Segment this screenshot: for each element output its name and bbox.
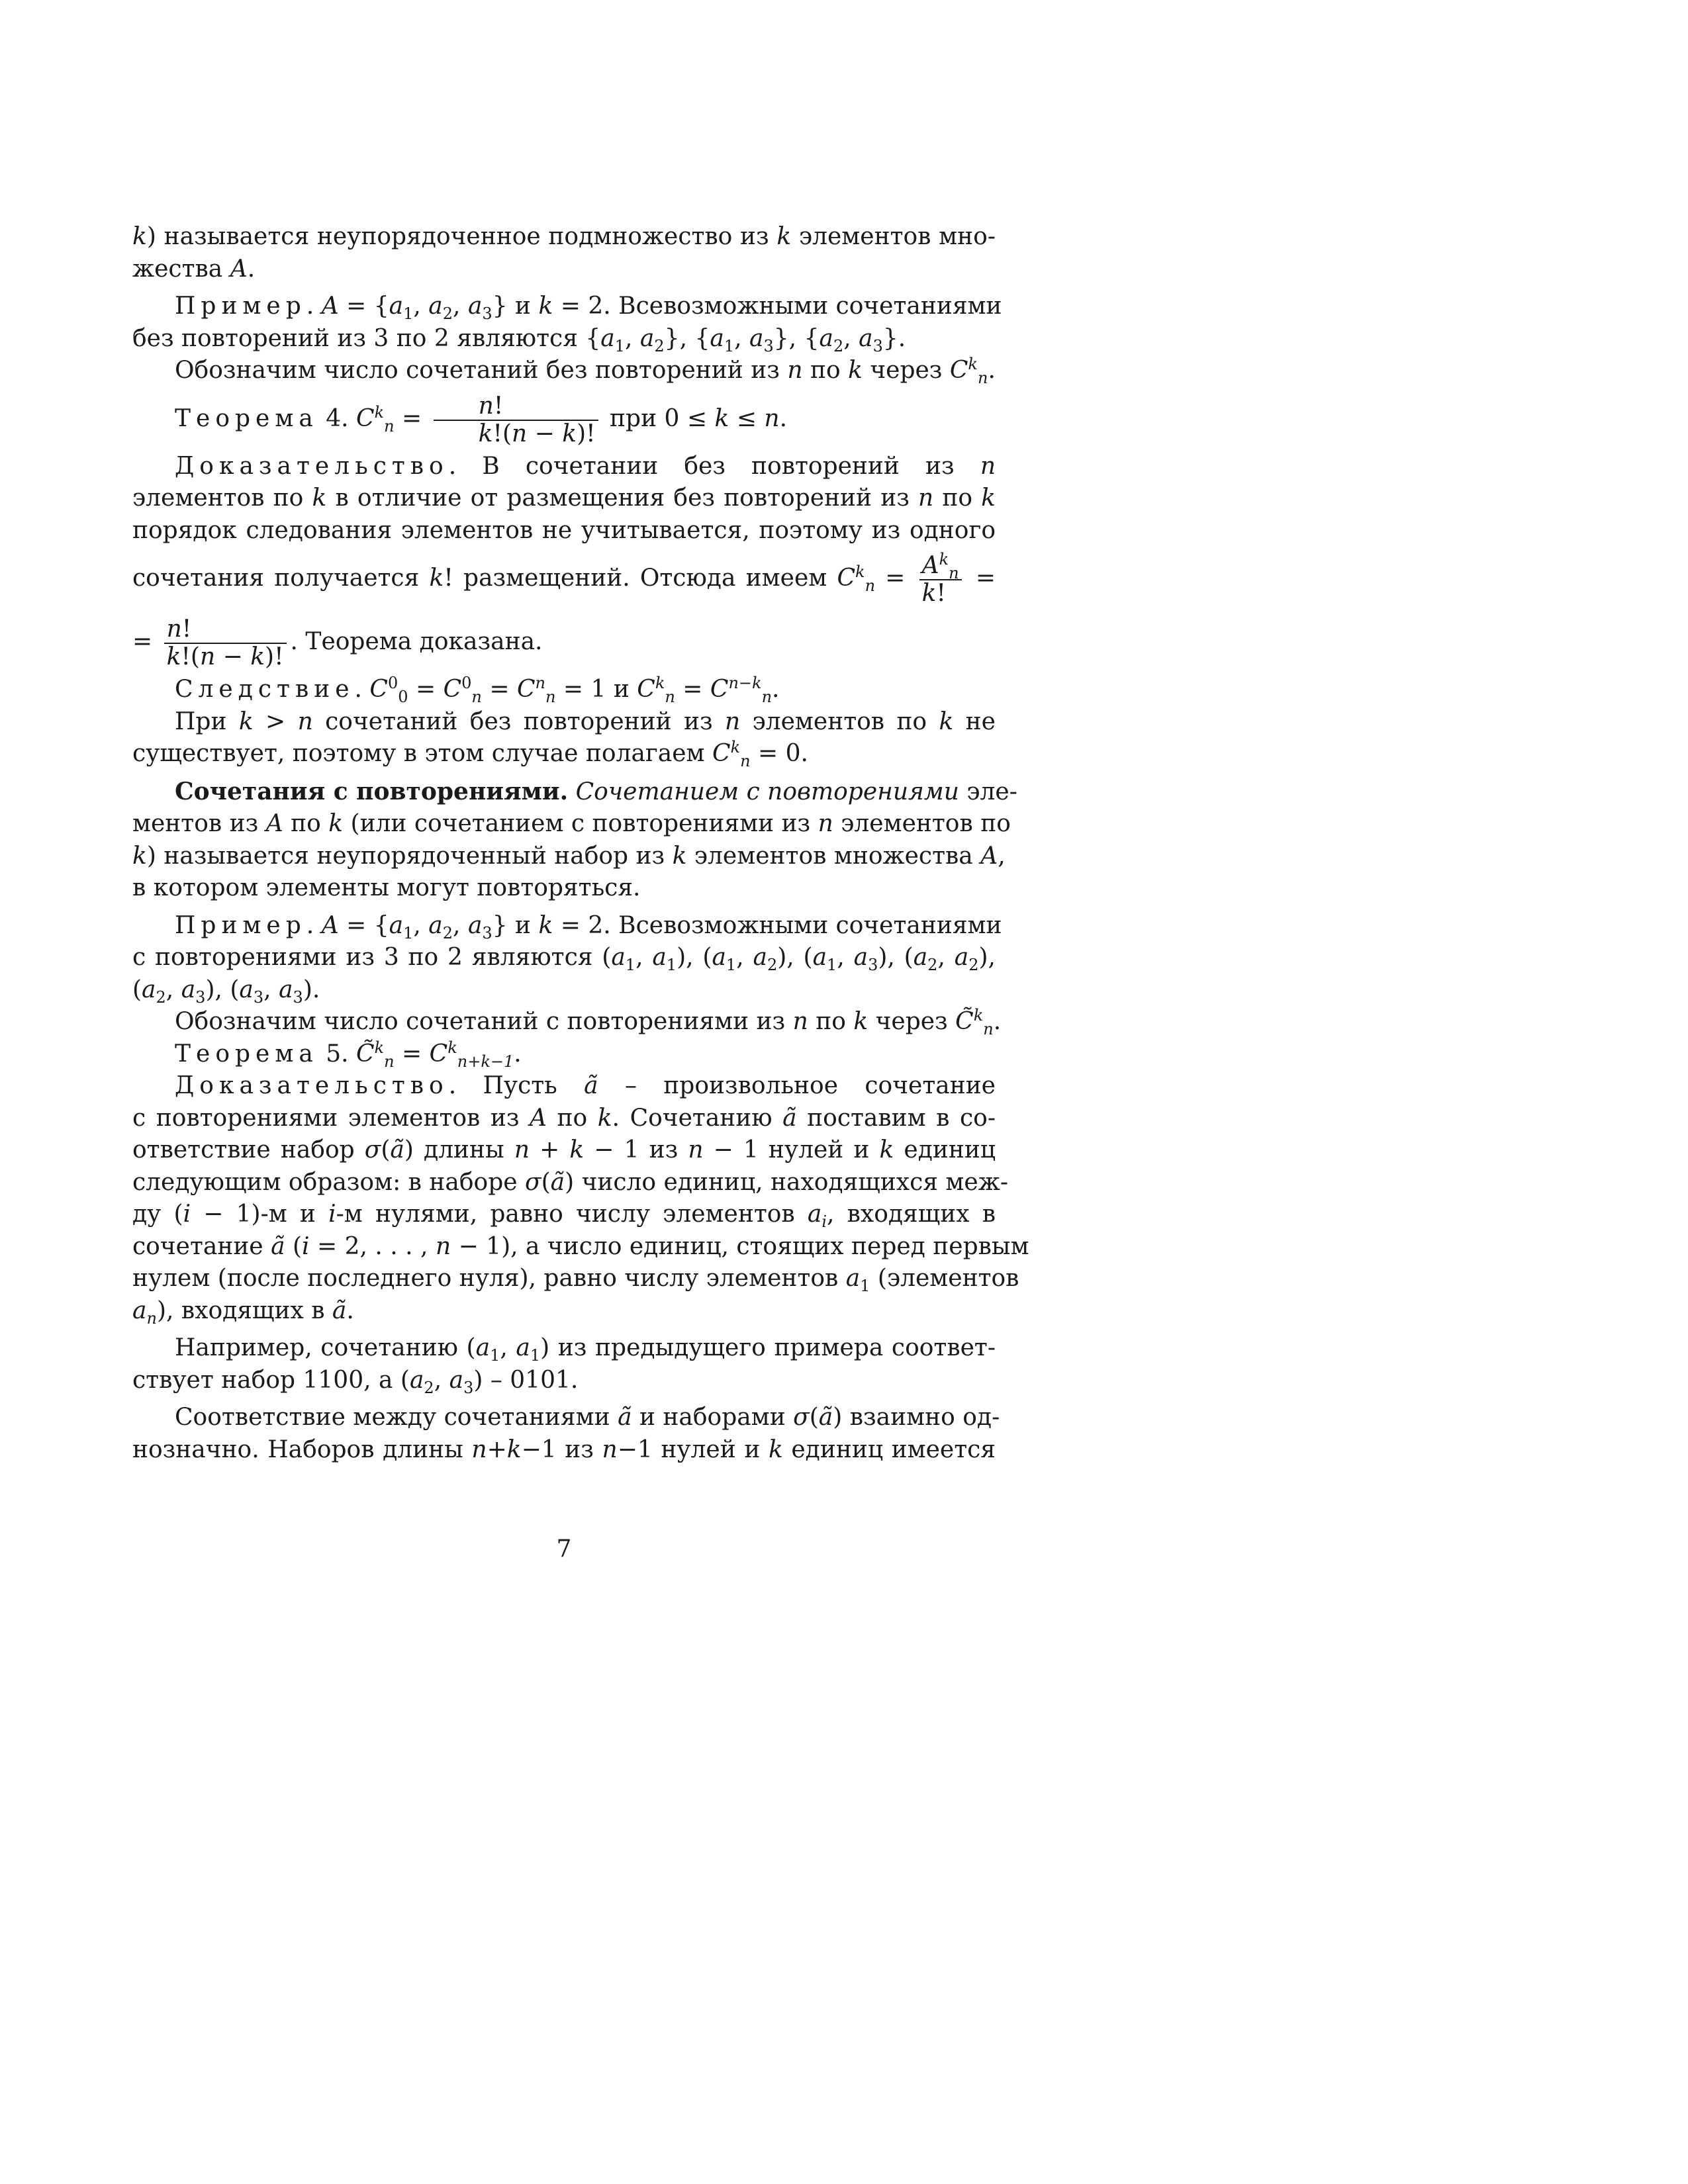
text-line: Соответствие между сочетаниями ã и наборами σ(ã) взаимно од-: [175, 1404, 1000, 1431]
text-line: нулем (после последнего нуля), равно числу элементов $a_1$ (элементов: [132, 1265, 1019, 1296]
text-line: ($a_2$, $a_3$), ($a_3$, $a_3$).: [132, 976, 320, 1007]
text-line: сочетание ã (i = 2, . . . , n − 1), а число единиц, стоящих перед первым: [132, 1232, 1029, 1260]
theorem-4: Теорема 4. $C^k_n$ = $\frac{n!}{k!(n - k)!}$ при 0 ≤ k ≤ n.: [175, 392, 788, 447]
fraction: $\frac{n!}{k!(n - k)!}$: [434, 393, 598, 447]
text-line: При k > n сочетаний без повторений из n элементов по k не: [175, 707, 996, 735]
text-line: элементов по k в отличие от размещения без повторений из n по k: [132, 484, 996, 512]
text-line: с повторениями из 3 по 2 являются ($a_1$, $a_1$), ($a_1$, $a_2$), ($a_1$, $a_3$), ($a_2$, $a_2$),: [132, 944, 996, 975]
text-line: нозначно. Наборов длины n+k−1 из n−1 нулей и k единиц имеется: [132, 1435, 996, 1463]
body-text: [132, 221, 1029, 1466]
example-line: Пример. $A = \{a_1$, $a_2$, $a_3$} и k = 2. Всевозможными сочетаниями: [175, 911, 1002, 942]
example-line: Пример. $A = \{a_1$, $a_2$, $a_3$} и k = 2. Всевозможными сочетаниями: [175, 293, 1002, 324]
proof-line: Доказательство. Пусть ã – произвольное сочетание: [175, 1072, 996, 1099]
proof-line: Доказательство. В сочетании без повторений из n: [175, 452, 996, 480]
text-line: k) называется неупорядоченный набор из k элементов множества A,: [132, 842, 1006, 870]
theorem-5: Теорема 5. C̃$^k_n$ = $C^k_{n+k-1}$.: [175, 1038, 522, 1071]
page-number: 7: [556, 1535, 572, 1563]
corollary-line: Следствие. $C^0_0 = C^0_n = C^n_n = 1$ и $C^k_n = C^{n-k}_n$.: [175, 674, 780, 707]
text-line: $a_n$), входящих в ã.: [132, 1297, 354, 1328]
text-line: ствует набор 1100, а ($a_2$, $a_3) - 0101$.: [132, 1366, 579, 1397]
text-line: существует, поэтому в этом случае полагаем $C^k_n = 0$.: [132, 738, 808, 771]
text-line: = $\frac{n!}{k!(n - k)!}$ . Теорема доказана.: [132, 615, 543, 670]
text-line: k) называется неупорядоченное подмножество из k элементов мно-: [132, 223, 996, 250]
text-line: Обозначим число сочетаний без повторений из n по k через $C^k_n$.: [175, 355, 996, 388]
text-line: Например, сочетанию ($a_1$, $a_1$) из предыдущего примера соответ-: [175, 1334, 996, 1365]
text-line: Обозначим число сочетаний с повторениями из n по k через C̃$^k_n$.: [175, 1006, 1002, 1039]
text-line: следующим образом: в наборе σ(ã) число единиц, находящихся меж-: [132, 1168, 1008, 1196]
text-line: порядок следования элементов не учитывается, поэтому из одного: [132, 516, 996, 544]
text-line: жества A.: [132, 255, 256, 283]
text-line: ментов из A по k (или сочетанием с повторениями из n элементов по: [132, 810, 1011, 837]
text-line: с повторениями элементов из A по k. Сочетанию ã поставим в со-: [132, 1104, 996, 1132]
text-line: без повторений из 3 по 2 являются {$a_1$, $a_2$}, {$a_1$, $a_3$}, {$a_2$, $a_3$}.: [132, 324, 906, 355]
fraction: $\frac{A^k_n}{k!}$: [919, 553, 962, 607]
text-line: ответствие набор σ(ã) длины n + k − 1 из n − 1 нулей и k единиц: [132, 1136, 996, 1163]
text-line: ду (i − 1)-м и i-м нулями, равно числу элементов $a_i$, входящих в: [132, 1201, 996, 1232]
text-line: сочетания получается k! размещений. Отсюда имеем $C^k_n$ = $\frac{A^k_n}{k!}$ =: [132, 550, 996, 607]
section-heading-line: Сочетания с повторениями. Сочетанием с повторениями эле-: [175, 777, 1017, 805]
fraction: $\frac{n!}{k!(n - k)!}$: [164, 616, 287, 670]
text-line: в котором элементы могут повторяться.: [132, 874, 641, 901]
